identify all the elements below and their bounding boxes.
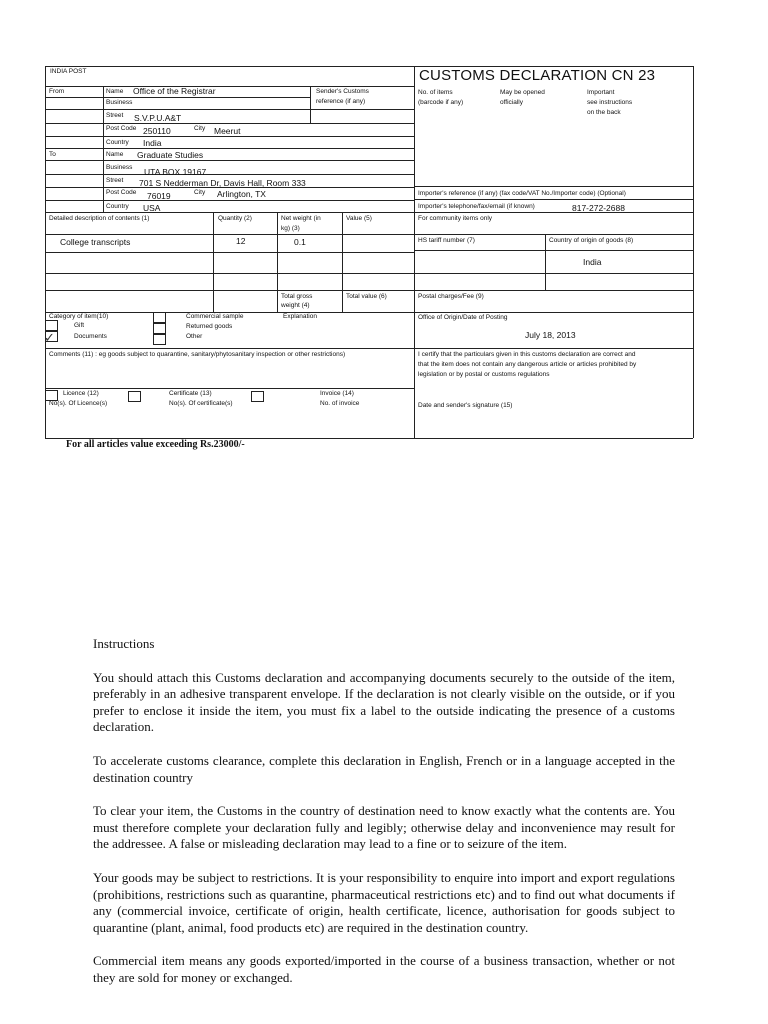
sender-country-label: Country: [106, 139, 129, 146]
items-label: No. of items: [418, 89, 453, 96]
checkmark-icon: ✓: [44, 330, 55, 345]
senders-ref-label-2: reference (if any): [316, 98, 366, 105]
certificate-number-label: No(s). Of certificate(s): [169, 400, 233, 407]
sender-business-label: Business: [106, 99, 133, 106]
instructions-paragraph: You should attach this Customs declaration and accompanying documents securely to the outside of the item, preferably in an adhesive transparent envelope. If the declaration is not clearly visible on the outside, or if you prefer to enclose it inside the item, you must fix a label to the outside indicating the presence of a customs declaration.: [93, 669, 675, 735]
commercial-sample-checkbox[interactable]: [153, 312, 166, 323]
item-net-weight: 0.1: [294, 237, 306, 247]
important-label-3: on the back: [587, 109, 621, 116]
returned-goods-checkbox[interactable]: [153, 323, 166, 334]
community-label: For community items only: [418, 215, 493, 222]
certify-text-1: I certify that the particulars given in this customs declaration are correct and: [418, 351, 636, 358]
invoice-checkbox[interactable]: [251, 391, 264, 402]
instructions-paragraph: To clear your item, the Customs in the country of destination need to know exactly what the contents are. You must therefore complete your declaration fully and legibly; otherwise delay and inconvenience may result for the addressee. A false or misleading declaration may lead to a fine or to seizure of the item.: [93, 803, 675, 852]
licence-number-label: No(s). Of Licence(s): [49, 400, 108, 407]
sender-city-value: Meerut: [214, 126, 241, 136]
total-value-label: Total value (6): [346, 293, 387, 300]
other-checkbox[interactable]: [153, 334, 166, 345]
recipient-city-value: Arlington, TX: [217, 189, 266, 199]
office-origin-label: Office of Origin/Date of Posting: [418, 314, 508, 321]
sender-country-value: India: [143, 138, 162, 148]
signature-label: Date and sender's signature (15): [418, 402, 513, 409]
form-title: CUSTOMS DECLARATION CN 23: [419, 67, 656, 84]
origin-country-value: India: [583, 257, 602, 267]
instructions-paragraph: To accelerate customs clearance, complete this declaration in English, French or in a language accepted in the destination country: [93, 752, 675, 785]
description-label: Detailed description of contents (1): [49, 215, 150, 222]
value-note: For all articles value exceeding Rs.23000/-: [66, 439, 245, 450]
comments-label: Comments (11) : eg goods subject to quarantine, sanitary/phytosanitary inspection or other restrictions): [49, 351, 346, 358]
licence-label: Licence (12): [63, 390, 99, 397]
item-description: College transcripts: [60, 237, 131, 247]
instructions-paragraph: Your goods may be subject to restrictions. It is your responsibility to enquire into import and export regulations (prohibitions, restrictions such as quarantine, pharmaceutical restrictions etc) and to find out what documents if any (commercial invoice, certificate of origin, health certificate, licence, authorisation for goods subject to quarantine (plant, animal, food products etc) are required in the destination country.: [93, 869, 675, 935]
invoice-label: Invoice (14): [320, 390, 354, 397]
posting-date: July 18, 2013: [525, 330, 576, 340]
recipient-country-label: Country: [106, 203, 129, 210]
certificate-checkbox[interactable]: [128, 391, 141, 402]
returned-goods-label: Returned goods: [186, 323, 233, 330]
explanation-label: Explanation: [283, 313, 317, 320]
recipient-postcode-value: 76019: [147, 191, 171, 201]
to-label: To: [49, 151, 56, 158]
recipient-name-label: Name: [106, 151, 124, 158]
recipient-postcode-label: Post Code: [106, 189, 137, 196]
certificate-label: Certificate (13): [169, 390, 212, 397]
gross-weight-label-2: weight (4): [281, 302, 310, 309]
invoice-number-label: No. of invoice: [320, 400, 360, 407]
sender-name-value: Office of the Registrar: [133, 86, 216, 96]
post-name: INDIA POST: [50, 68, 87, 75]
importer-ref-label: Importer's reference (if any) (fax code/VAT No./Importer code) (Optional): [418, 190, 626, 197]
sender-name-label: Name: [106, 88, 124, 95]
importer-tel-label: Importer's telephone/fax/email (if known): [418, 203, 535, 210]
sender-street-label: Street: [106, 112, 124, 119]
senders-ref-label: Sender's Customs: [316, 88, 369, 95]
gift-label: Gift: [74, 322, 85, 329]
instructions-paragraph: Commercial item means any goods exported/imported in the course of a business transaction, whether or not they are sold for money or exchanged.: [93, 953, 675, 985]
value-label: Value (5): [346, 215, 372, 222]
recipient-business-value: UTA BOX 19167: [144, 167, 207, 177]
category-label: Category of item(10): [49, 313, 109, 320]
documents-label: Documents: [74, 333, 107, 340]
other-label: Other: [186, 333, 203, 340]
opened-label-2: officially: [500, 99, 524, 106]
recipient-country-value: USA: [143, 203, 161, 213]
opened-label: May be opened: [500, 89, 545, 96]
certify-text-2: that the item does not contain any dangerous article or articles prohibited by: [418, 361, 637, 368]
instructions-heading: Instructions: [93, 636, 155, 651]
from-label: From: [49, 88, 65, 95]
instructions-section: [93, 636, 675, 1004]
origin-country-label: Country of origin of goods (8): [549, 237, 634, 244]
postal-charges-label: Postal charges/Fee (9): [418, 293, 484, 300]
sender-business-value: S.V.P.U.A&T: [134, 113, 182, 123]
recipient-city-label: City: [194, 189, 206, 196]
sender-city-label: City: [194, 125, 206, 132]
net-weight-label: Net weight (in: [281, 215, 321, 222]
important-label-2: see instructions: [587, 99, 633, 106]
quantity-label: Quantity (2): [218, 215, 252, 222]
item-quantity: 12: [236, 236, 246, 246]
recipient-business-label: Business: [106, 164, 133, 171]
recipient-name-value: Graduate Studies: [137, 150, 204, 160]
commercial-sample-label: Commercial sample: [186, 313, 244, 320]
items-label-2: (barcode if any): [418, 99, 464, 106]
gross-weight-label: Total gross: [281, 293, 313, 300]
important-label: Important: [587, 89, 615, 96]
hs-tariff-label: HS tariff number (7): [418, 237, 475, 244]
sender-postcode-value: 250110: [143, 126, 171, 136]
recipient-street-label: Street: [106, 177, 124, 184]
net-weight-label-2: kg) (3): [281, 225, 300, 232]
recipient-street-value: 701 S Nedderman Dr, Davis Hall, Room 333: [139, 178, 306, 188]
certify-text-3: legislation or by postal or customs regulations: [418, 371, 550, 378]
importer-tel-value: 817-272-2688: [572, 203, 625, 213]
sender-postcode-label: Post Code: [106, 125, 137, 132]
